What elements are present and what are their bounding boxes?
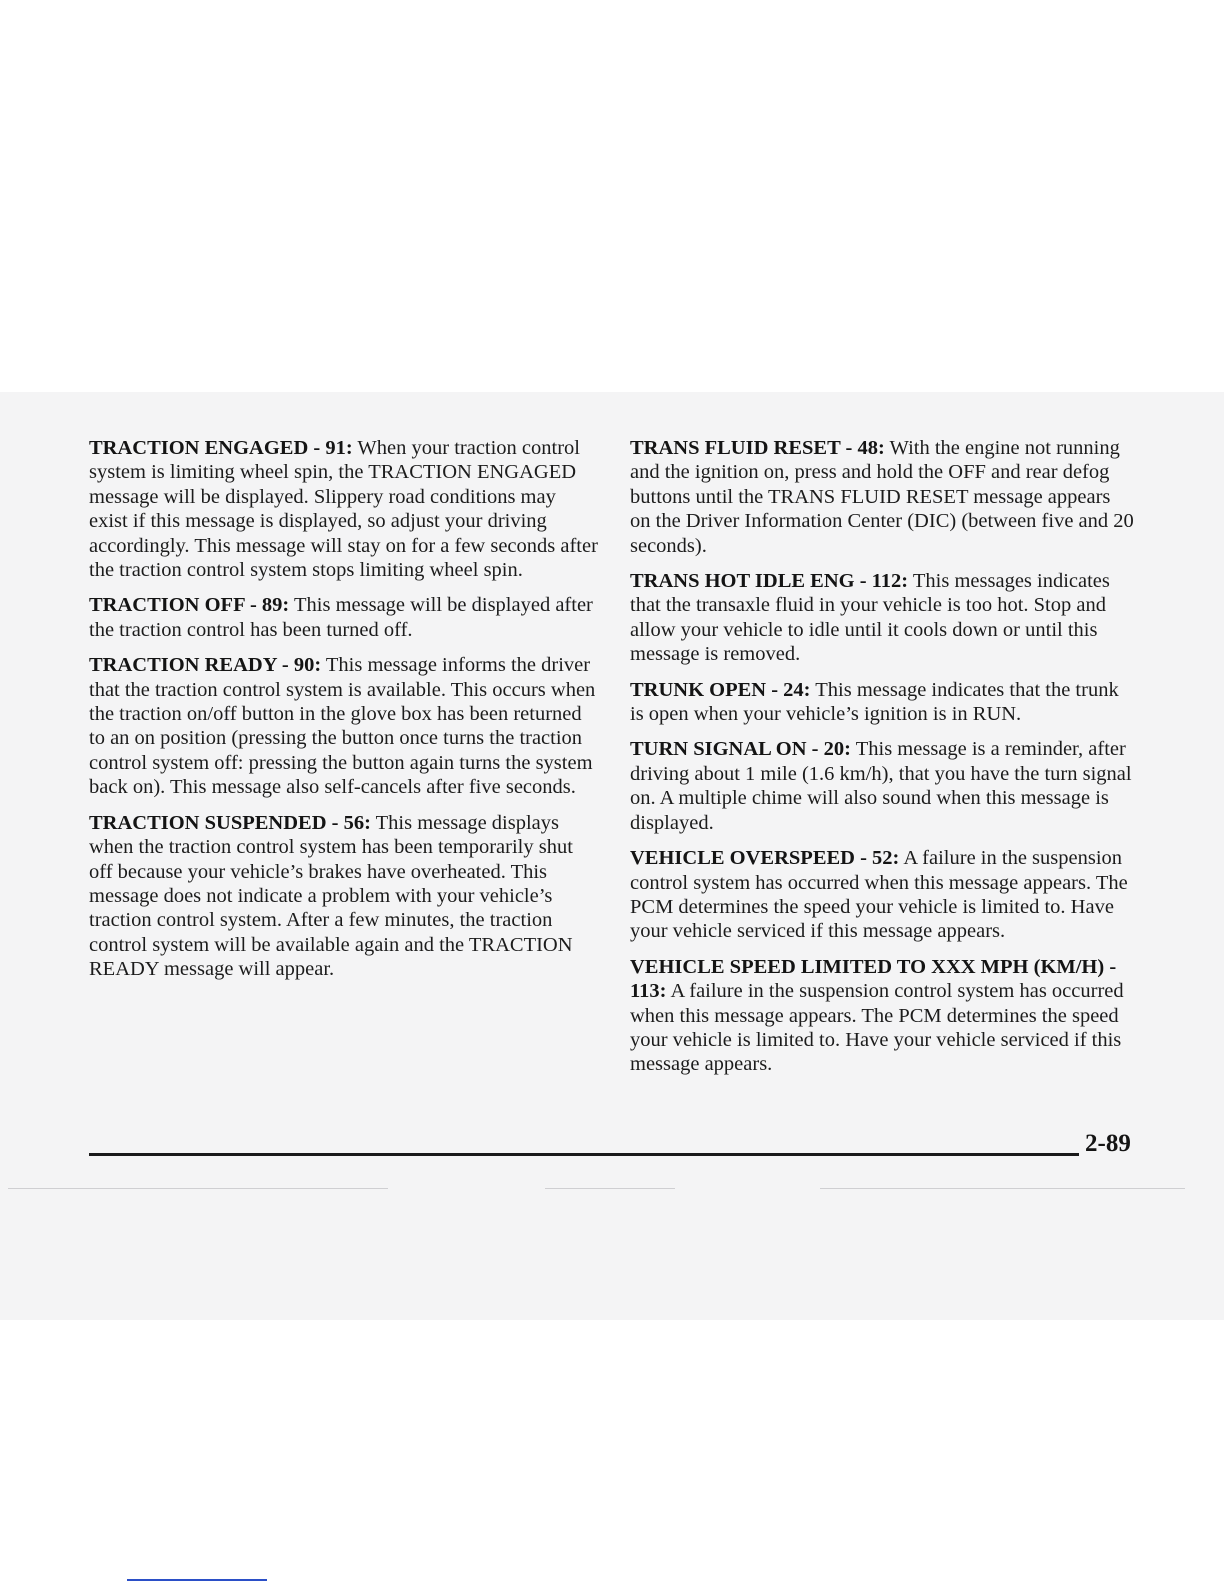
entry-trans-hot-idle-eng	[630, 569, 1135, 667]
entry-term: TRACTION OFF - 89:	[89, 594, 290, 617]
entry-description: This message informs the driver that the traction control system is available. This occurs when the traction on/off button in the glove box has been returned to an on position (pressing the button once turns the traction control system off: pressing the button again turns the system back on). This message also self-cancels after five seconds.	[89, 654, 596, 799]
entry-trunk-open	[630, 678, 1135, 727]
entry-description: This message displays when the traction control system has been temporarily shut off because your vehicle’s brakes have overheated. This message does not indicate a problem with your vehicle’s traction control system. After a few minutes, the traction control system will be available again and the TRACTION READY message will appear.	[89, 811, 573, 981]
entry-turn-signal-on	[630, 737, 1135, 835]
footer-rule	[89, 1153, 1079, 1156]
entry-description: This message indicates that the trunk is open when your vehicle’s ignition is in RUN.	[630, 678, 1119, 726]
scan-artifact-line	[8, 1188, 388, 1189]
corner-link-mark	[127, 1579, 267, 1581]
entry-description: This messages indicates that the transaxle fluid in your vehicle is too hot. Stop and allow your vehicle to idle until it cools down or until this message is removed.	[630, 570, 1110, 666]
right-column	[630, 436, 1135, 1088]
entry-term: VEHICLE OVERSPEED - 52:	[630, 847, 900, 870]
entry-term: VEHICLE SPEED LIMITED TO XXX MPH (KM/H) - 113:	[630, 955, 1117, 1003]
entry-traction-ready	[89, 653, 599, 799]
entry-description: When your traction control system is limiting wheel spin, the TRACTION ENGAGED message will be displayed. Slippery road conditions may exist if this message is displayed, so adjust your driving accordingly. This message will stay on for a few seconds after the traction control system stops limiting wheel spin.	[89, 437, 598, 582]
entry-term: TRANS HOT IDLE ENG - 112:	[630, 570, 909, 593]
entry-description: With the engine not running and the ignition on, press and hold the OFF and rear defog buttons until the TRANS FLUID RESET message appears on the Driver Information Center (DIC) (between five and 20 seconds).	[630, 437, 1134, 557]
entry-term: TRANS FLUID RESET - 48:	[630, 437, 885, 459]
entry-vehicle-speed-limited	[630, 955, 1135, 1077]
entry-trans-fluid-reset	[630, 436, 1135, 558]
entry-traction-off	[89, 593, 599, 642]
entry-term: TRACTION SUSPENDED - 56:	[89, 811, 371, 834]
entry-traction-engaged	[89, 436, 599, 582]
entry-description: This message is a reminder, after driving about 1 mile (1.6 km/h), that you have the turn signal on. A multiple chime will also sound when this message is displayed.	[630, 738, 1132, 834]
entry-description: A failure in the suspension control system has occurred when this message appears. The PCM determines the speed your vehicle is limited to. Have your vehicle serviced if this message appears.	[630, 980, 1124, 1076]
page-number: 2-89	[1085, 1130, 1131, 1157]
entry-term: TRACTION ENGAGED - 91:	[89, 437, 353, 459]
entry-term: TRACTION READY - 90:	[89, 654, 322, 677]
left-column	[89, 436, 599, 993]
scan-artifact-line	[545, 1188, 675, 1189]
entry-term: TURN SIGNAL ON - 20:	[630, 738, 851, 761]
entry-traction-suspended	[89, 811, 599, 982]
entry-description: This message will be displayed after the traction control has been turned off.	[89, 594, 593, 641]
entry-description: A failure in the suspension control system has occurred when this message appears. The PCM determines the speed your vehicle is limited to. Have your vehicle serviced if this message appears.	[630, 847, 1128, 943]
entry-term: TRUNK OPEN - 24:	[630, 678, 811, 701]
entry-vehicle-overspeed	[630, 846, 1135, 944]
scan-artifact-line	[820, 1188, 1185, 1189]
